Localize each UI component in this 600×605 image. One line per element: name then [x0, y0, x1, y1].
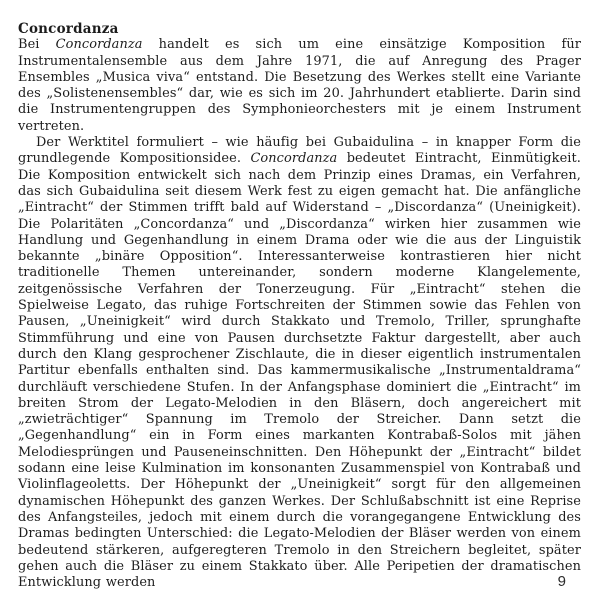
text-segment: Der Werktitel formuliert – wie häufig bei Gubaidulina – in knapper Form die grundlegende Kompositionsidee.: [18, 135, 581, 167]
italic-text-segment: Concordanza: [250, 151, 338, 167]
text-segment: Bei: [18, 37, 56, 53]
text-segment: bedeutet Eintracht, Einmütigkeit. Die Komposition entwickelt sich nach dem Prinzip eines Dramas, ein Verfahren, das sich Gubaidulina seit diesem Werk fest zu eigen gemacht hat. Die anfängliche „Eintracht“ der Stimmen trifft bald auf Widerstand – „Discordanza“ (Uneinigkeit). Die Polaritäten „Concordanza“ und „Discordanza“ wirken hier zusammen wie Handlung und Gegenhandlung in einem Drama oder wie die aus der Linguistik bekannte „binäre Opposition“. Interessanterweise kontrastieren hier nicht traditionelle Themen untereinander, sondern moderne Klangelemente, zeitgenössische Verfahren der Tonerzeugung. Für „Eintracht“ stehen die Spielweise Legato, das ruhige Fortschreiten der Stimmen sowie das Fehlen von Pausen, „Uneinigkeit“ wird durch Stakkato und Tremolo, Triller, sprunghafte Stimmführung und eine von Pausen durchsetzte Faktur dargestellt, aber auch durch den Klang gesprochener Zischlaute, die in dieser eigentlich instrumentalen Partitur ebenfalls enthalten sind. Das kammermusikalische „Instrumentaldrama“ durchläuft verschiedene Stufen. In der Anfangsphase dominiert die „Eintracht“ im breiten Strom der Legato-Melodien in den Bläsern, doch angereichert mit „zwieträchtiger“ Spannung im Tremolo der Streicher. Dann setzt die „Gegenhandlung“ ein in Form eines markanten Kontrabaß-Solos mit jähen Melodiesprüngen und Pauseneinschnitten. Den Höhepunkt der „Eintracht“ bildet sodann eine leise Kulmination im konsonanten Zusammenspiel von Kontrabaß und Violinflageoletts. Der Höhepunkt der „Uneinigkeit“ sorgt für den allgemeinen dynamischen Höhepunkt des ganzen Werkes. Der Schlußabschnitt ist eine Reprise des Anfangsteiles, jedoch mit einem durch die vorangegangene Entwicklung des Dramas bedingten Unterschied: die Legato-Melodien der Bläser werden von einem bedeutend stärkeren, aufgeregteren Tremolo in den Streichern begleitet, später gehen auch die Bläser zu einem Stakkato über. Alle Peripetien der dramatischen Entwicklung werden: [18, 151, 582, 591]
page-title: Concordanza: [18, 21, 119, 37]
page-number: 9: [557, 573, 566, 590]
italic-text-segment: Concordanza: [55, 37, 143, 53]
text-segment: handelt es sich um eine einsätzige Komposition für Instrumentalensemble aus dem Jahre 1971, die auf Anregung des Prager Ensembles „Musica viva“ entstand. Die Besetzung des Werkes stellt eine Variante des „Solistenensembles“ dar, wie es sich im 20. Jahrhundert etablierte. Darin sind die Instrumentengruppen des Symphonieorchesters mit je einem Instrument vertreten.: [18, 37, 581, 134]
article-body: [18, 37, 581, 591]
paragraph: [18, 37, 581, 135]
paragraph: [18, 135, 581, 591]
